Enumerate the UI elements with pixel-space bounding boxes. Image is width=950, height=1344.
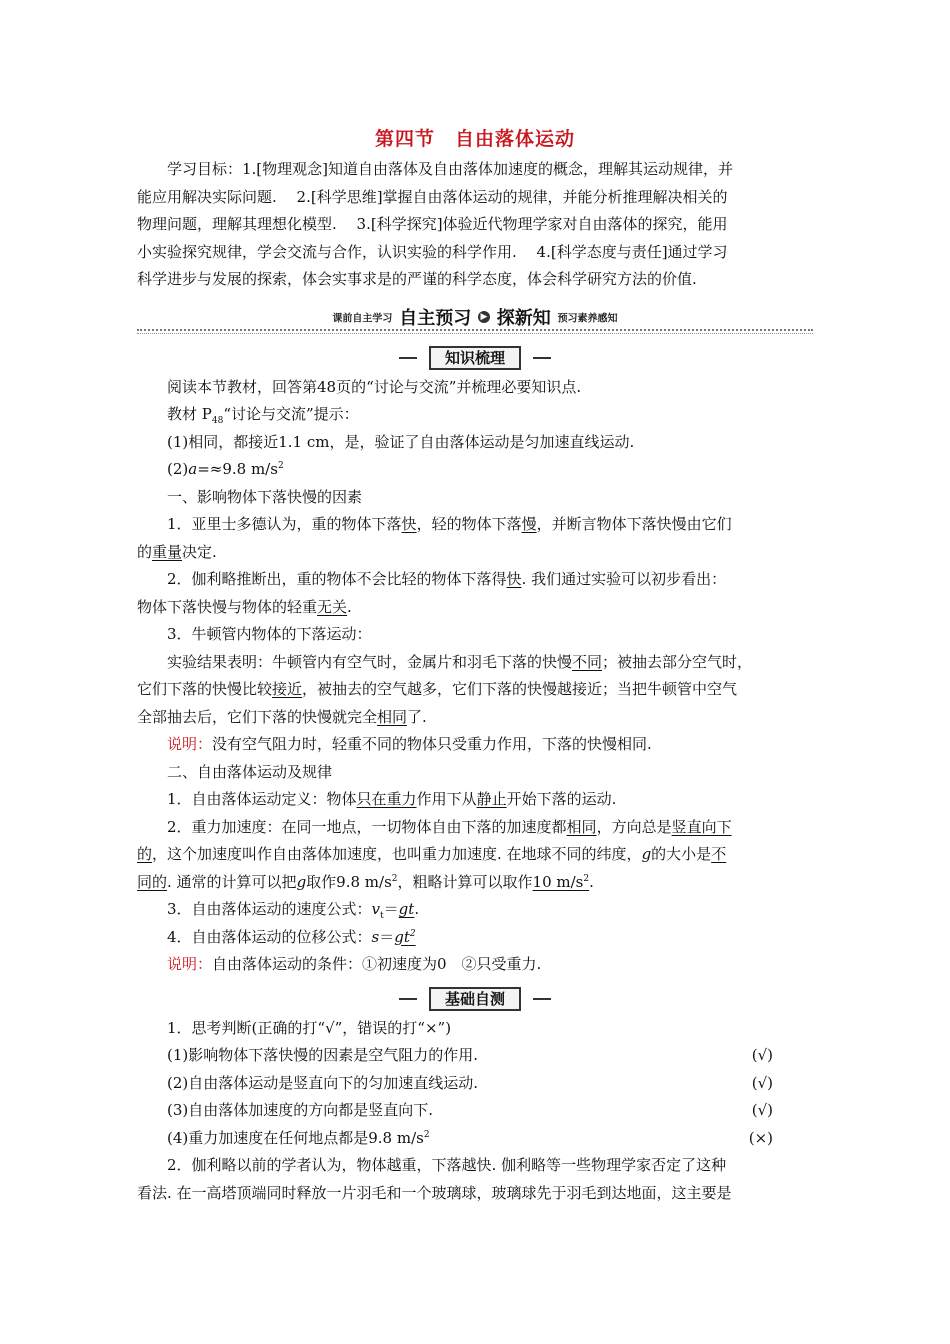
question: 2．伽利略以前的学者认为，物体越重，下落越快. 伽利略等一些物理学家否定了这种 xyxy=(167,1156,727,1174)
judge-item: (1)影响物体下落快慢的因素是空气阻力的作用. (√) xyxy=(137,1042,813,1070)
preview-banner xyxy=(137,304,813,338)
paragraph: 实验结果表明：牛顿管内有空气时，金属片和羽毛下落的快慢不同；被抽去部分空气时， xyxy=(167,652,753,671)
banner-right-text: 预习素养感知 xyxy=(557,313,618,324)
paragraph: (2)a=≈9.8 $m/s^2$ xyxy=(167,460,284,478)
judge-item: (4)重力加速度在任何地点都是9.8 $m/s^2$ (×) xyxy=(137,1125,813,1153)
paragraph: 阅读本节教材，回答第48页的“讨论与交流”并梳理必要知识点. xyxy=(167,377,582,396)
judge-mark: (√) xyxy=(751,1073,773,1092)
paragraph: 3．牛顿管内物体的下落运动： xyxy=(167,625,372,643)
page-title xyxy=(137,124,813,150)
judge-item: (2)自由落体运动是竖直向下的匀加速直线运动. (√) xyxy=(137,1070,813,1098)
learning-objectives xyxy=(137,156,813,294)
paragraph: 的，这个加速度叫作自由落体加速度，也叫重力加速度. 在地球不同的纬度，g的大小是不 xyxy=(137,845,727,863)
objectives-line: 能应用解决实际问题. 2.[科学思维]掌握自由落体运动的规律，并能分析推理解决相关的 xyxy=(137,187,728,206)
paragraph: 全部抽去后，它们下落的快慢就完全相同了. xyxy=(137,707,427,726)
paragraph: 1．亚里士多德认为，重的物体下落快，轻的物体下落慢，并断言物体下落快慢由它们 xyxy=(167,515,732,533)
banner-left-text: 课前自主学习 xyxy=(332,313,393,324)
section-heading-selftest xyxy=(137,987,813,1011)
paragraph: 的重量决定. xyxy=(137,542,217,561)
judge-mark: (√) xyxy=(751,1101,773,1119)
paragraph: 1．自由落体运动定义：物体只在重力作用下从静止开始下落的运动. xyxy=(167,790,617,808)
banner-divider xyxy=(137,333,813,334)
paragraph: 2．重力加速度：在同一地点，一切物体自由下落的加速度都相同，方向总是竖直向下 xyxy=(167,817,732,836)
objectives-line: 学习目标：1.[物理观念]知道自由落体及自由落体加速度的概念，理解其运动规律，并 xyxy=(167,160,734,178)
question: 看法. 在一高塔顶端同时释放一片羽毛和一个玻璃球，玻璃球先于羽毛到达地面，这主要是 xyxy=(137,1183,732,1202)
paragraph: 3．自由落体运动的速度公式：$v_t=gt$. xyxy=(167,900,420,921)
paragraph: 同的. 通常的计算可以把g取作9.8 $m/s^2$，粗略计算可以取作10 $m/s^2$. xyxy=(137,872,594,891)
banner-main-text-2: 探新知 xyxy=(496,307,551,329)
paragraph: (1)相同，都接近1.1 cm，是，验证了自由落体运动是匀加速直线运动. xyxy=(167,432,635,451)
paragraph: 它们下落的快慢比较接近，被抽去的空气越多，它们下落的快慢越接近；当把牛顿管中空气 xyxy=(137,680,738,698)
paragraph: 教材 $P_{48}“$讨论与交流”提示： xyxy=(167,405,359,426)
judge-mark: (√) xyxy=(751,1046,773,1064)
section-heading-knowledge xyxy=(137,346,813,370)
section-label: 知识梳理 xyxy=(429,346,521,370)
heading-one: 一、影响物体下落快慢的因素 xyxy=(167,487,363,506)
heading-two: 二、自由落体运动及规律 xyxy=(167,762,333,781)
judge-item: (3)自由落体加速度的方向都是竖直向下. (√) xyxy=(137,1097,813,1125)
section-label: 基础自测 xyxy=(429,987,521,1011)
arrow-right-icon: ▶ xyxy=(478,311,490,323)
document-page xyxy=(137,118,813,1207)
title-section: 第四节 xyxy=(374,128,435,150)
paragraph: 4．自由落体运动的位移公式：$s=gt^2$ xyxy=(167,927,416,946)
objectives-line: 小实验探究规律，学会交流与合作，认识实验的科学作用. 4.[科学态度与责任]通过学习 xyxy=(137,242,728,261)
title-topic: 自由落体运动 xyxy=(455,128,576,150)
objectives-line: 科学进步与发展的探索，体会实事求是的严谨的科学态度，体会科学研究方法的价值. xyxy=(137,270,697,288)
note: 说明：自由落体运动的条件：①初速度为0 ②只受重力. xyxy=(167,955,542,973)
objectives-line: 物理问题，理解其理想化模型. 3.[科学探究]体验近代物理学家对自由落体的探究，能用 xyxy=(137,215,728,233)
banner-main-text: 自主预习 xyxy=(399,307,472,329)
paragraph: 2．伽利略推断出，重的物体不会比轻的物体下落得快. 我们通过实验可以初步看出： xyxy=(167,570,727,588)
paragraph: 物体下落快慢与物体的轻重无关. xyxy=(137,597,352,616)
judge-mark: (×) xyxy=(748,1128,773,1147)
question: 1．思考判断(正确的打“√”，错误的打“×”) xyxy=(167,1018,452,1037)
note: 说明：没有空气阻力时，轻重不同的物体只受重力作用，下落的快慢相同. xyxy=(167,735,652,753)
